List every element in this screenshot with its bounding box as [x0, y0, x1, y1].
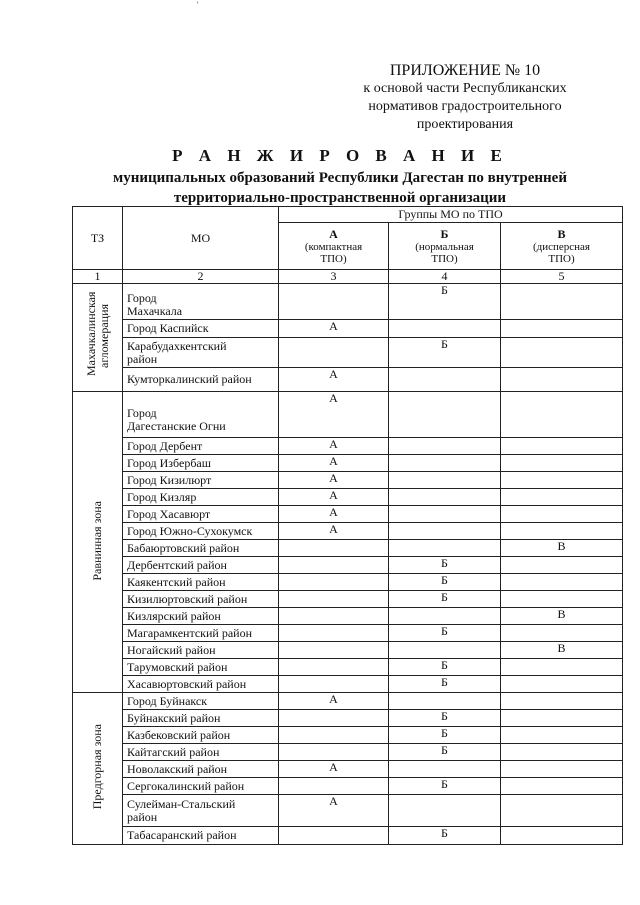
mo-name: Город Дагестанские Огни [123, 392, 279, 438]
group-a-cell: А [279, 795, 389, 827]
appendix-line-1: к основой части Республиканских [363, 81, 567, 96]
group-a-cell [279, 284, 389, 320]
appendix-title: ПРИЛОЖЕНИЕ № 10 [389, 62, 541, 79]
table-row [73, 795, 623, 827]
group-b-cell [389, 320, 501, 338]
group-v-cell [501, 392, 623, 438]
mo-name: Бабаюртовский район [123, 540, 279, 557]
table-row [73, 744, 623, 761]
group-b-cell: Б [389, 591, 501, 608]
header-group-3 [501, 223, 623, 270]
table-body [73, 270, 623, 845]
table-row [73, 284, 623, 320]
mo-name: Город Хасавюрт [123, 506, 279, 523]
zone-cell [73, 284, 123, 392]
table-row [73, 710, 623, 727]
group-v-cell [501, 284, 623, 320]
group-a-cell: А [279, 368, 389, 392]
table-row [73, 472, 623, 489]
group-letter: А [329, 226, 338, 241]
document-subtitle [60, 168, 620, 208]
group-b-cell [389, 438, 501, 455]
group-b-cell [389, 523, 501, 540]
group-v-cell [501, 727, 623, 744]
group-v-cell [501, 795, 623, 827]
table-row [73, 557, 623, 574]
group-v-cell [501, 659, 623, 676]
group-a-cell [279, 744, 389, 761]
group-v-cell [501, 320, 623, 338]
appendix-block [340, 62, 590, 134]
group-b-cell [389, 506, 501, 523]
group-b-cell: Б [389, 284, 501, 320]
mo-name: Казбековский район [123, 727, 279, 744]
group-v-cell: В [501, 642, 623, 659]
group-v-cell [501, 574, 623, 591]
table-row [73, 320, 623, 338]
group-a-cell: А [279, 761, 389, 778]
column-number: 1 [73, 270, 123, 284]
mo-name: Тарумовский район [123, 659, 279, 676]
group-v-cell [501, 455, 623, 472]
mo-name: Новолакский район [123, 761, 279, 778]
group-v-cell [501, 472, 623, 489]
group-b-cell [389, 392, 501, 438]
group-b-cell: Б [389, 744, 501, 761]
mo-name: Город Избербаш [123, 455, 279, 472]
subtitle-line-1: муниципальных образований Республики Дагестан по внутренней [113, 170, 567, 186]
group-b-cell [389, 761, 501, 778]
group-v-cell [501, 368, 623, 392]
group-letter: В [557, 226, 566, 241]
header-tz: ТЗ [73, 207, 123, 270]
group-v-cell [501, 827, 623, 845]
table-row [73, 693, 623, 710]
group-b-cell [389, 489, 501, 506]
group-a-cell: А [279, 506, 389, 523]
group-a-cell [279, 625, 389, 642]
group-a-cell: А [279, 392, 389, 438]
mo-name: Город Дербент [123, 438, 279, 455]
table-row [73, 642, 623, 659]
table-row [73, 827, 623, 845]
group-a-cell [279, 608, 389, 625]
header-group-2 [389, 223, 501, 270]
group-v-cell: В [501, 540, 623, 557]
table-row [73, 659, 623, 676]
zone-label: Махачкалинская агломерация [83, 291, 111, 376]
group-b-cell: Б [389, 338, 501, 368]
table-row [73, 676, 623, 693]
table-row [73, 438, 623, 455]
group-desc: (дисперсная [532, 240, 590, 253]
group-a-cell: А [279, 693, 389, 710]
header-mo: МО [123, 207, 279, 270]
table-row [73, 338, 623, 368]
header-groups: Группы МО по ТПО [279, 207, 623, 223]
column-number-row [73, 270, 623, 284]
table-row [73, 455, 623, 472]
table-row [73, 506, 623, 523]
mo-name: Кумторкалинский район [123, 368, 279, 392]
ranking-table [72, 206, 623, 845]
group-a-cell [279, 676, 389, 693]
mo-name: Ногайский район [123, 642, 279, 659]
group-a-cell [279, 827, 389, 845]
column-number: 5 [501, 270, 623, 284]
table-row [73, 523, 623, 540]
mo-name: Город Кизляр [123, 489, 279, 506]
group-v-cell [501, 489, 623, 506]
group-b-cell: Б [389, 778, 501, 795]
group-v-cell [501, 625, 623, 642]
mo-name: Каякентский район [123, 574, 279, 591]
group-a-cell [279, 778, 389, 795]
group-b-cell: Б [389, 625, 501, 642]
group-b-cell [389, 368, 501, 392]
table-row [73, 392, 623, 438]
group-letter: Б [440, 226, 449, 241]
zone-cell [73, 693, 123, 845]
table-row [73, 778, 623, 795]
group-a-cell: А [279, 320, 389, 338]
group-v-cell [501, 710, 623, 727]
mo-name: Город Кизилюрт [123, 472, 279, 489]
group-b-cell: Б [389, 827, 501, 845]
group-desc: ТПО) [320, 252, 347, 265]
mo-name: Сергокалинский район [123, 778, 279, 795]
group-b-cell: Б [389, 710, 501, 727]
group-a-cell [279, 659, 389, 676]
mo-name: Город Махачкала [123, 284, 279, 320]
group-b-cell [389, 540, 501, 557]
mo-name: Хасавюртовский район [123, 676, 279, 693]
zone-cell [73, 392, 123, 693]
appendix-line-3: проектирования [416, 117, 514, 132]
header-group-1 [279, 223, 389, 270]
table-row [73, 368, 623, 392]
column-number: 3 [279, 270, 389, 284]
group-b-cell [389, 608, 501, 625]
zone-label: Предгорная зона [90, 724, 104, 810]
group-v-cell: В [501, 608, 623, 625]
group-v-cell [501, 523, 623, 540]
scan-mark: ’ [196, 0, 199, 10]
subtitle-line-2: территориально-пространственной организации [173, 190, 507, 206]
group-v-cell [501, 676, 623, 693]
group-b-cell [389, 693, 501, 710]
group-v-cell [501, 778, 623, 795]
group-b-cell [389, 795, 501, 827]
group-a-cell: А [279, 489, 389, 506]
mo-name: Табасаранский район [123, 827, 279, 845]
group-a-cell: А [279, 455, 389, 472]
mo-name: Сулейман-Стальский район [123, 795, 279, 827]
appendix-line-2: нормативов градостроительного [368, 99, 562, 114]
column-number: 4 [389, 270, 501, 284]
mo-name: Кизлярский район [123, 608, 279, 625]
group-v-cell [501, 744, 623, 761]
group-v-cell [501, 438, 623, 455]
group-v-cell [501, 761, 623, 778]
table-row [73, 727, 623, 744]
group-b-cell [389, 455, 501, 472]
mo-name: Город Южно-Сухокумск [123, 523, 279, 540]
mo-name: Кайтагский район [123, 744, 279, 761]
group-a-cell [279, 710, 389, 727]
group-a-cell: А [279, 438, 389, 455]
mo-name: Карабудахкентский район [123, 338, 279, 368]
group-b-cell: Б [389, 659, 501, 676]
group-v-cell [501, 506, 623, 523]
column-number: 2 [123, 270, 279, 284]
mo-name: Магарамкентский район [123, 625, 279, 642]
group-a-cell [279, 338, 389, 368]
zone-label: Равнинная зона [90, 500, 104, 581]
group-b-cell: Б [389, 676, 501, 693]
group-v-cell [501, 591, 623, 608]
table-row [73, 489, 623, 506]
table-row [73, 574, 623, 591]
mo-name: Город Каспийск [123, 320, 279, 338]
group-a-cell: А [279, 472, 389, 489]
group-desc: (компактная [304, 240, 363, 253]
group-a-cell [279, 540, 389, 557]
group-a-cell [279, 642, 389, 659]
group-v-cell [501, 338, 623, 368]
table-row [73, 540, 623, 557]
group-b-cell: Б [389, 574, 501, 591]
table-row [73, 608, 623, 625]
group-a-cell [279, 591, 389, 608]
group-a-cell [279, 727, 389, 744]
group-b-cell [389, 472, 501, 489]
document-title: Р А Н Ж И Р О В А Н И Е [172, 146, 508, 165]
mo-name: Буйнакский район [123, 710, 279, 727]
group-v-cell [501, 557, 623, 574]
group-desc: ТПО) [548, 252, 575, 265]
table-row [73, 591, 623, 608]
group-v-cell [501, 693, 623, 710]
group-a-cell [279, 557, 389, 574]
group-a-cell: А [279, 523, 389, 540]
group-b-cell [389, 642, 501, 659]
group-a-cell [279, 574, 389, 591]
group-desc: (нормальная [415, 240, 474, 253]
group-desc: ТПО) [431, 252, 458, 265]
table-row [73, 761, 623, 778]
group-b-cell: Б [389, 727, 501, 744]
mo-name: Дербентский район [123, 557, 279, 574]
mo-name: Кизилюртовский район [123, 591, 279, 608]
table-row [73, 625, 623, 642]
group-b-cell: Б [389, 557, 501, 574]
mo-name: Город Буйнакск [123, 693, 279, 710]
